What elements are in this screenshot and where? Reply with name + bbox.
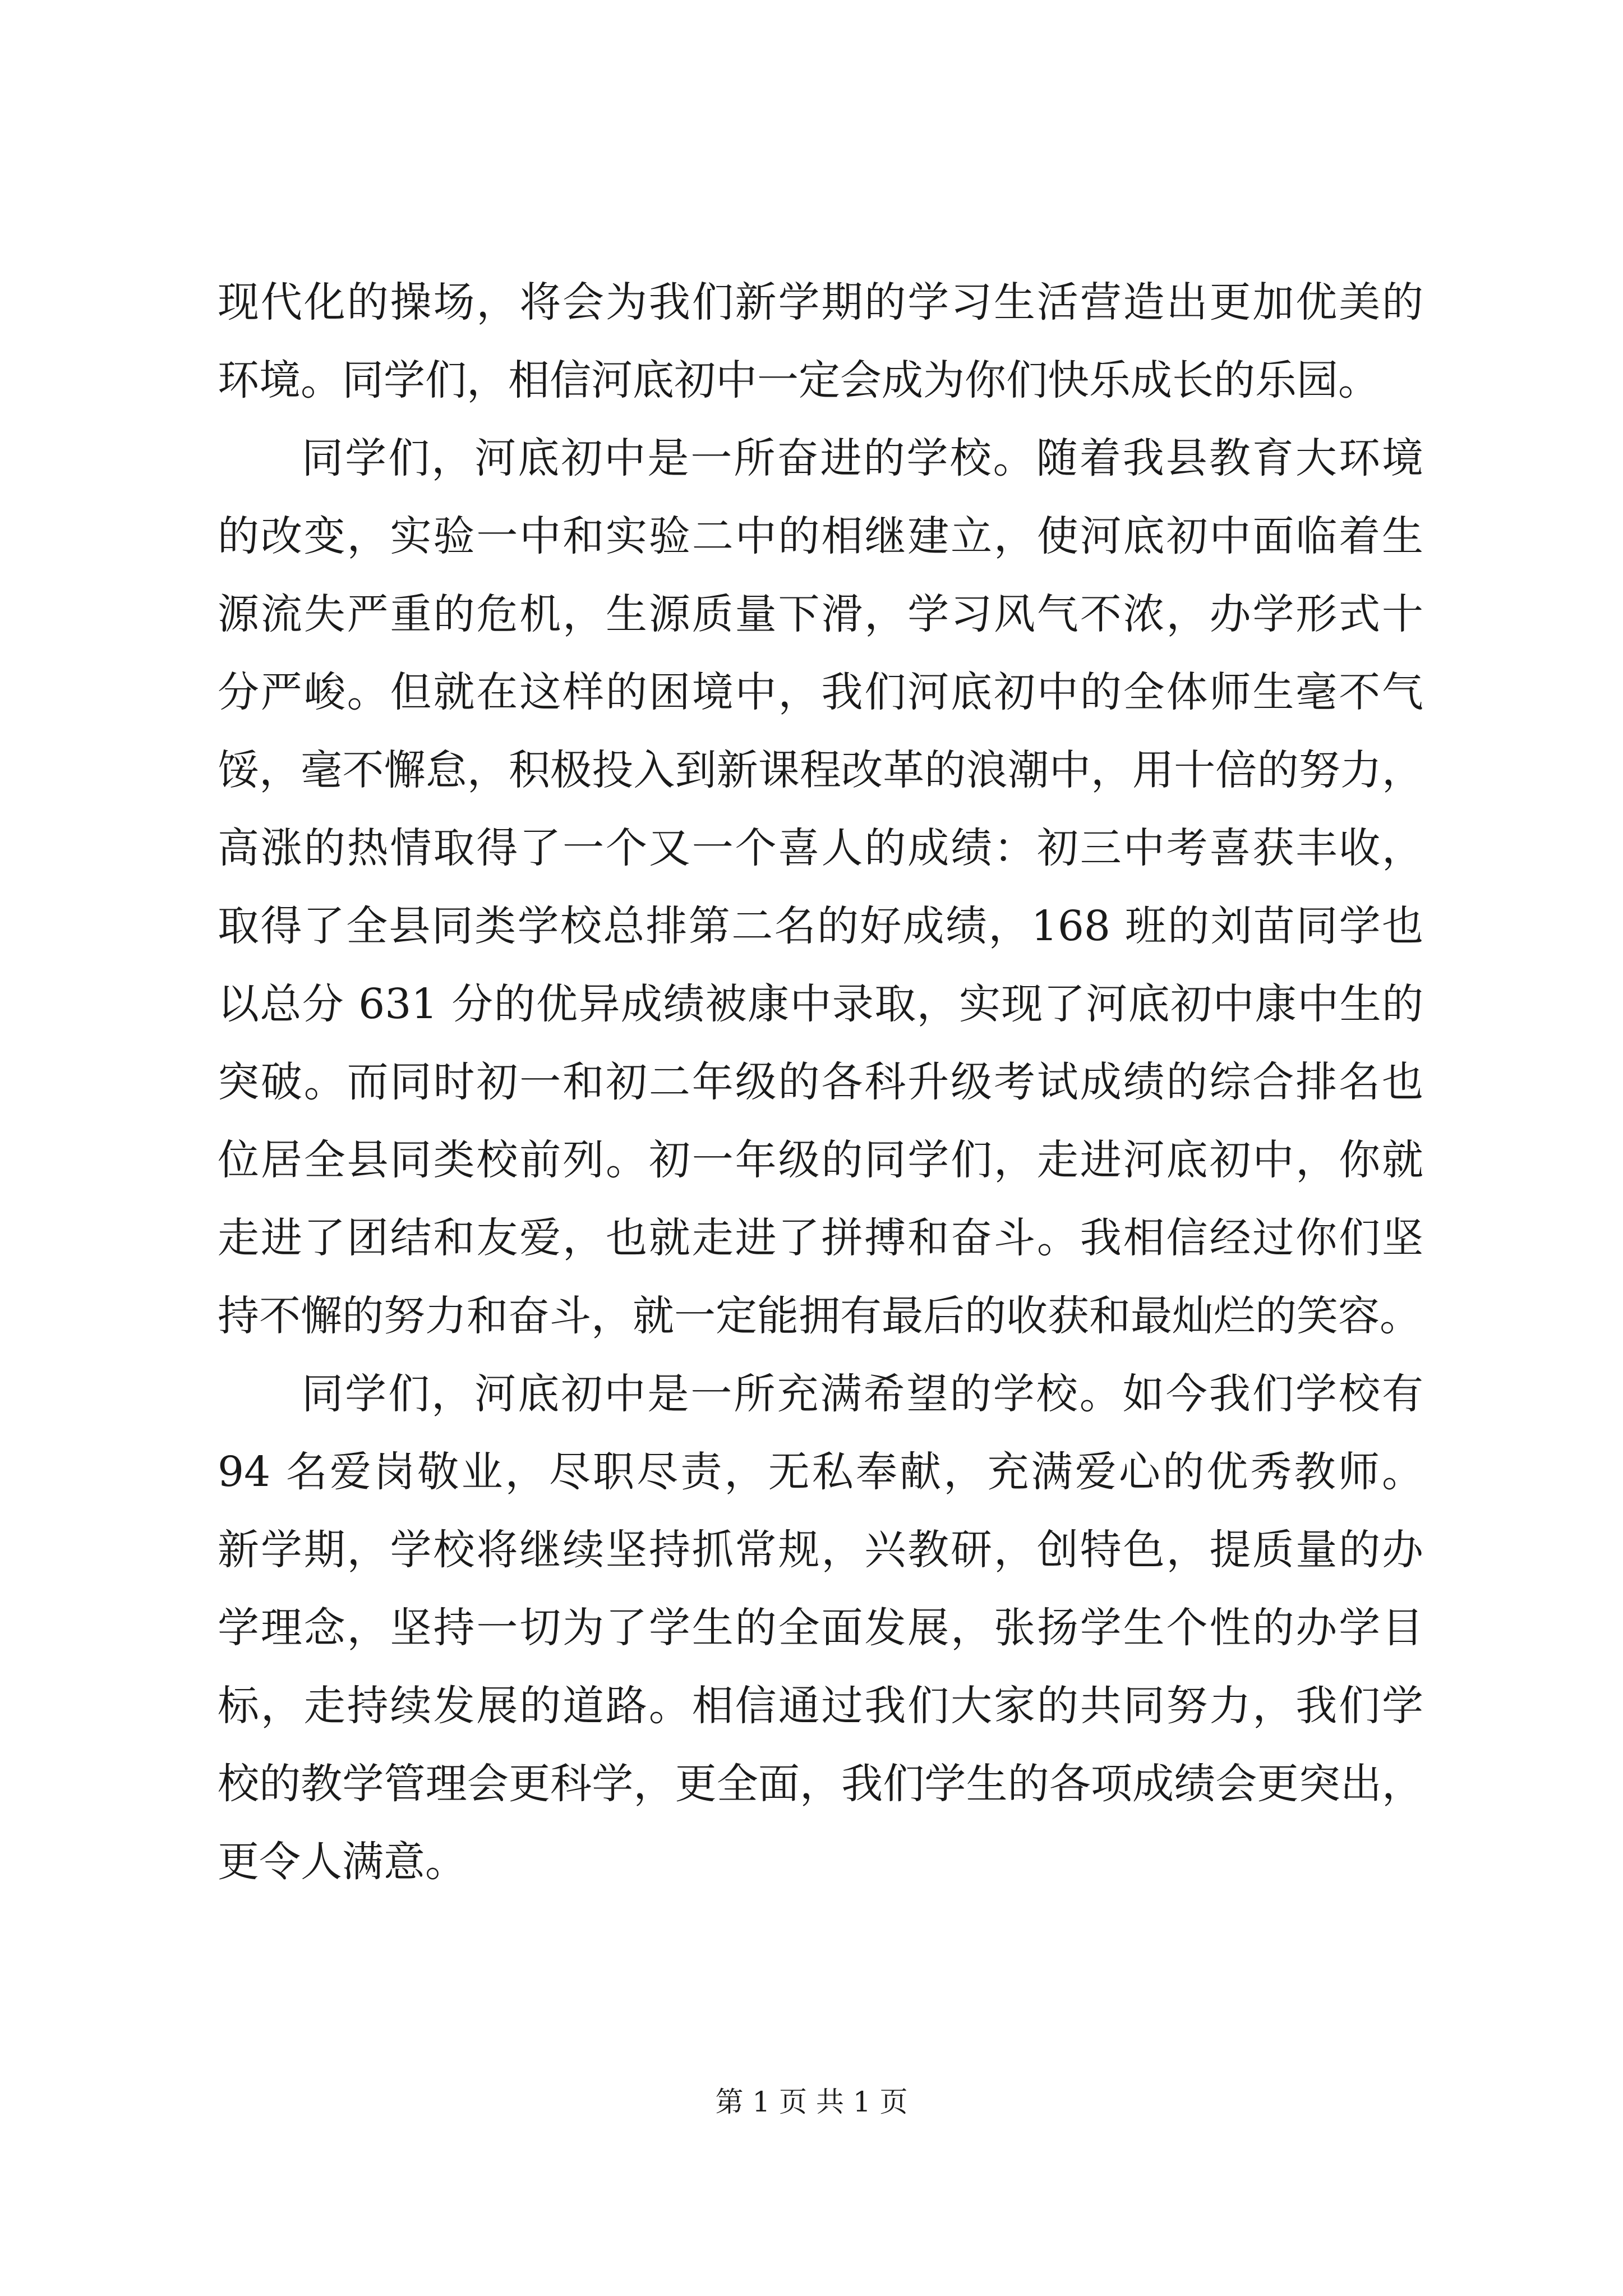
text-line: 走进了团结和友爱，也就走进了拼搏和奋斗。我相信经过你们坚 (218, 1214, 1423, 1262)
text-line: 更令人满意。 (218, 1838, 467, 1886)
text-line: 以总分 631 分的优异成绩被康中录取，实现了河底初中康中生的 (218, 980, 1423, 1028)
text-line: 突破。而同时初一和初二年级的各科升级考试成绩的综合排名也 (218, 1058, 1423, 1106)
text-line: 学理念，坚持一切为了学生的全面发展，张扬学生个性的办学目 (218, 1604, 1423, 1652)
text-line: 取得了全县同类学校总排第二名的好成绩，168 班的刘苗同学也 (218, 902, 1423, 950)
text-line: 同学们，河底初中是一所充满希望的学校。如今我们学校有 (302, 1370, 1423, 1418)
text-line: 同学们，河底初中是一所奋进的学校。随着我县教育大环境 (302, 434, 1423, 482)
text-line: 新学期，学校将继续坚持抓常规，兴教研，创特色，提质量的办 (218, 1526, 1423, 1574)
page-number-footer: 第 1 页 共 1 页 (715, 2086, 908, 2118)
text-line: 环境。同学们，相信河底初中一定会成为你们快乐成长的乐园。 (218, 356, 1380, 404)
text-line: 高涨的热情取得了一个又一个喜人的成绩：初三中考喜获丰收， (218, 824, 1423, 872)
document-body (218, 264, 1423, 1901)
text-line: 标，走持续发展的道路。相信通过我们大家的共同努力，我们学 (218, 1682, 1423, 1730)
text-line: 持不懈的努力和奋斗，就一定能拥有最后的收获和最灿烂的笑容。 (218, 1292, 1421, 1340)
text-line: 校的教学管理会更科学，更全面，我们学生的各项成绩会更突出， (218, 1760, 1423, 1808)
text-line: 位居全县同类校前列。初一年级的同学们，走进河底初中，你就 (218, 1136, 1423, 1184)
text-line: 馁，毫不懈怠，积极投入到新课程改革的浪潮中，用十倍的努力， (218, 746, 1423, 794)
text-line: 94 名爱岗敬业，尽职尽责，无私奉献，充满爱心的优秀教师。 (218, 1448, 1423, 1496)
text-line: 源流失严重的危机，生源质量下滑，学习风气不浓，办学形式十 (218, 590, 1423, 638)
text-line: 的改变，实验一中和实验二中的相继建立，使河底初中面临着生 (218, 512, 1423, 560)
text-line: 分严峻。但就在这样的困境中，我们河底初中的全体师生毫不气 (218, 668, 1423, 716)
text-line: 现代化的操场，将会为我们新学期的学习生活营造出更加优美的 (218, 278, 1423, 326)
